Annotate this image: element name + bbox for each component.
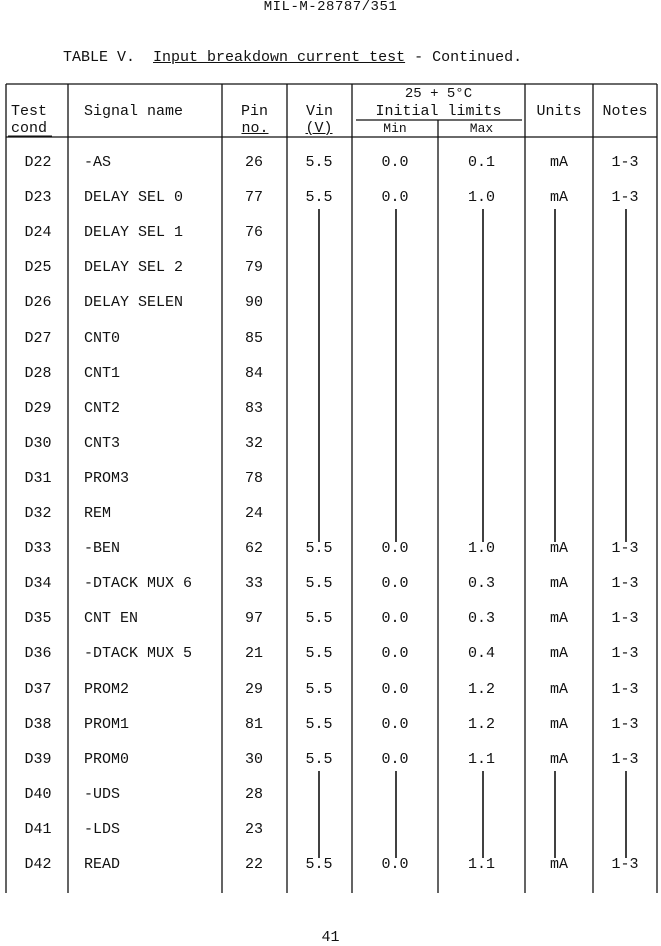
vin-cell: 5.5 bbox=[305, 716, 333, 733]
min-cell: 0.0 bbox=[381, 575, 409, 592]
min-cell: 0.0 bbox=[381, 154, 409, 171]
signal-name-cell: CNT2 bbox=[84, 400, 121, 417]
min-cell: 0.0 bbox=[381, 751, 409, 768]
vin-cell: 5.5 bbox=[305, 645, 333, 662]
signal-name-cell: DELAY SEL 1 bbox=[84, 224, 184, 241]
test-cond-cell: D23 bbox=[24, 189, 52, 206]
table-title-suffix: - Continued. bbox=[414, 49, 523, 66]
signal-name-cell: READ bbox=[84, 856, 121, 873]
min-cell: 0.0 bbox=[381, 645, 409, 662]
max-cell: 1.1 bbox=[467, 751, 495, 768]
test-cond-cell: D35 bbox=[24, 610, 52, 627]
test-cond-cell: D37 bbox=[24, 681, 52, 698]
test-cond-cell: D38 bbox=[24, 716, 52, 733]
min-cell: 0.0 bbox=[381, 189, 409, 206]
notes-cell: 1-3 bbox=[611, 751, 639, 768]
test-cond-cell: D33 bbox=[24, 540, 52, 557]
units-cell: mA bbox=[549, 610, 568, 627]
vin-cell: 5.5 bbox=[305, 154, 333, 171]
test-cond-cell: D30 bbox=[24, 435, 52, 452]
signal-name-cell: -DTACK MUX 5 bbox=[84, 645, 193, 662]
vin-cell: 5.5 bbox=[305, 681, 333, 698]
test-cond-cell: D34 bbox=[24, 575, 52, 592]
notes-cell: 1-3 bbox=[611, 856, 639, 873]
pin-cell: 33 bbox=[244, 575, 263, 592]
units-cell: mA bbox=[549, 189, 568, 206]
pin-cell: 28 bbox=[244, 786, 263, 803]
notes-cell: 1-3 bbox=[611, 645, 639, 662]
signal-name-cell: DELAY SELEN bbox=[84, 294, 184, 311]
header-units: Units bbox=[536, 103, 582, 120]
signal-name-cell: PROM3 bbox=[84, 470, 130, 487]
test-cond-cell: D28 bbox=[24, 365, 52, 382]
header-no: no. bbox=[241, 120, 269, 137]
units-cell: mA bbox=[549, 645, 568, 662]
min-cell: 0.0 bbox=[381, 716, 409, 733]
units-cell: mA bbox=[549, 751, 568, 768]
notes-cell: 1-3 bbox=[611, 575, 639, 592]
header-min: Min bbox=[383, 121, 407, 136]
table-label: TABLE V. bbox=[63, 49, 136, 66]
pin-cell: 30 bbox=[244, 751, 263, 768]
max-cell: 1.2 bbox=[467, 716, 495, 733]
pin-cell: 79 bbox=[244, 259, 263, 276]
test-cond-cell: D29 bbox=[24, 400, 52, 417]
test-cond-cell: D41 bbox=[24, 821, 52, 838]
header-max: Max bbox=[469, 121, 494, 136]
min-cell: 0.0 bbox=[381, 856, 409, 873]
vin-cell: 5.5 bbox=[305, 751, 333, 768]
pin-cell: 22 bbox=[244, 856, 263, 873]
notes-cell: 1-3 bbox=[611, 154, 639, 171]
vin-cell: 5.5 bbox=[305, 610, 333, 627]
test-cond-cell: D39 bbox=[24, 751, 52, 768]
test-cond-cell: D22 bbox=[24, 154, 52, 171]
pin-cell: 24 bbox=[244, 505, 263, 522]
max-cell: 0.3 bbox=[467, 575, 495, 592]
header-vin: Vin bbox=[305, 103, 333, 120]
notes-cell: 1-3 bbox=[611, 540, 639, 557]
signal-name-cell: -AS bbox=[84, 154, 112, 171]
notes-cell: 1-3 bbox=[611, 716, 639, 733]
pin-cell: 32 bbox=[244, 435, 263, 452]
pin-cell: 77 bbox=[244, 189, 263, 206]
units-cell: mA bbox=[549, 856, 568, 873]
max-cell: 0.4 bbox=[467, 645, 495, 662]
units-cell: mA bbox=[549, 540, 568, 557]
header-pin: Pin bbox=[240, 103, 268, 120]
signal-name-cell: -BEN bbox=[84, 540, 121, 557]
test-cond-cell: D36 bbox=[24, 645, 52, 662]
signal-name-cell: PROM0 bbox=[84, 751, 130, 768]
ditto-bars-1 bbox=[319, 209, 626, 542]
pin-cell: 90 bbox=[244, 294, 263, 311]
header-notes: Notes bbox=[602, 103, 648, 120]
header-cond: cond bbox=[10, 120, 47, 137]
pin-cell: 81 bbox=[244, 716, 263, 733]
vin-cell: 5.5 bbox=[305, 575, 333, 592]
pin-cell: 84 bbox=[244, 365, 263, 382]
signal-name-cell: -UDS bbox=[84, 786, 121, 803]
signal-name-cell: CNT3 bbox=[84, 435, 121, 452]
vin-cell: 5.5 bbox=[305, 189, 333, 206]
max-cell: 1.1 bbox=[467, 856, 495, 873]
signal-name-cell: -DTACK MUX 6 bbox=[84, 575, 193, 592]
test-cond-cell: D24 bbox=[24, 224, 52, 241]
notes-cell: 1-3 bbox=[611, 681, 639, 698]
test-cond-cell: D32 bbox=[24, 505, 52, 522]
max-cell: 0.3 bbox=[467, 610, 495, 627]
test-cond-cell: D42 bbox=[24, 856, 52, 873]
signal-name-cell: CNT0 bbox=[84, 330, 121, 347]
units-cell: mA bbox=[549, 716, 568, 733]
units-cell: mA bbox=[549, 681, 568, 698]
max-cell: 0.1 bbox=[467, 154, 495, 171]
units-cell: mA bbox=[549, 154, 568, 171]
max-cell: 1.2 bbox=[467, 681, 495, 698]
vin-cell: 5.5 bbox=[305, 540, 333, 557]
notes-cell: 1-3 bbox=[611, 189, 639, 206]
signal-name-cell: REM bbox=[84, 505, 112, 522]
signal-name-cell: CNT EN bbox=[84, 610, 139, 627]
ditto-bars-2 bbox=[319, 771, 626, 858]
max-cell: 1.0 bbox=[467, 540, 495, 557]
pin-cell: 29 bbox=[244, 681, 263, 698]
min-cell: 0.0 bbox=[381, 540, 409, 557]
signal-name-cell: PROM2 bbox=[84, 681, 130, 698]
test-cond-cell: D31 bbox=[24, 470, 52, 487]
test-cond-cell: D26 bbox=[24, 294, 52, 311]
pin-cell: 21 bbox=[244, 645, 263, 662]
header-test: Test bbox=[10, 103, 47, 120]
signal-name-cell: DELAY SEL 2 bbox=[84, 259, 184, 276]
pin-cell: 83 bbox=[244, 400, 263, 417]
pin-cell: 78 bbox=[244, 470, 263, 487]
signal-name-cell: DELAY SEL 0 bbox=[84, 189, 184, 206]
notes-cell: 1-3 bbox=[611, 610, 639, 627]
pin-cell: 23 bbox=[244, 821, 263, 838]
pin-cell: 76 bbox=[244, 224, 263, 241]
pin-cell: 26 bbox=[244, 154, 263, 171]
page-number: 41 bbox=[321, 929, 340, 946]
header-vin-unit: (V) bbox=[305, 120, 333, 137]
signal-name-cell: CNT1 bbox=[84, 365, 121, 382]
min-cell: 0.0 bbox=[381, 610, 409, 627]
vin-cell: 5.5 bbox=[305, 856, 333, 873]
pin-cell: 97 bbox=[244, 610, 263, 627]
pin-cell: 62 bbox=[244, 540, 263, 557]
header-initial-limits: Initial limits bbox=[375, 103, 502, 120]
header-signal-name: Signal name bbox=[84, 103, 184, 120]
pin-cell: 85 bbox=[244, 330, 263, 347]
signal-name-cell: PROM1 bbox=[84, 716, 130, 733]
document-spec-id: MIL-M-28787/351 bbox=[263, 0, 398, 15]
units-cell: mA bbox=[549, 575, 568, 592]
table-title: Input breakdown current test bbox=[153, 49, 406, 66]
max-cell: 1.0 bbox=[467, 189, 495, 206]
signal-name-cell: -LDS bbox=[84, 821, 121, 838]
header-temp: 25 + 5°C bbox=[404, 86, 473, 102]
test-cond-cell: D27 bbox=[24, 330, 52, 347]
test-cond-cell: D40 bbox=[24, 786, 52, 803]
min-cell: 0.0 bbox=[381, 681, 409, 698]
test-cond-cell: D25 bbox=[24, 259, 52, 276]
